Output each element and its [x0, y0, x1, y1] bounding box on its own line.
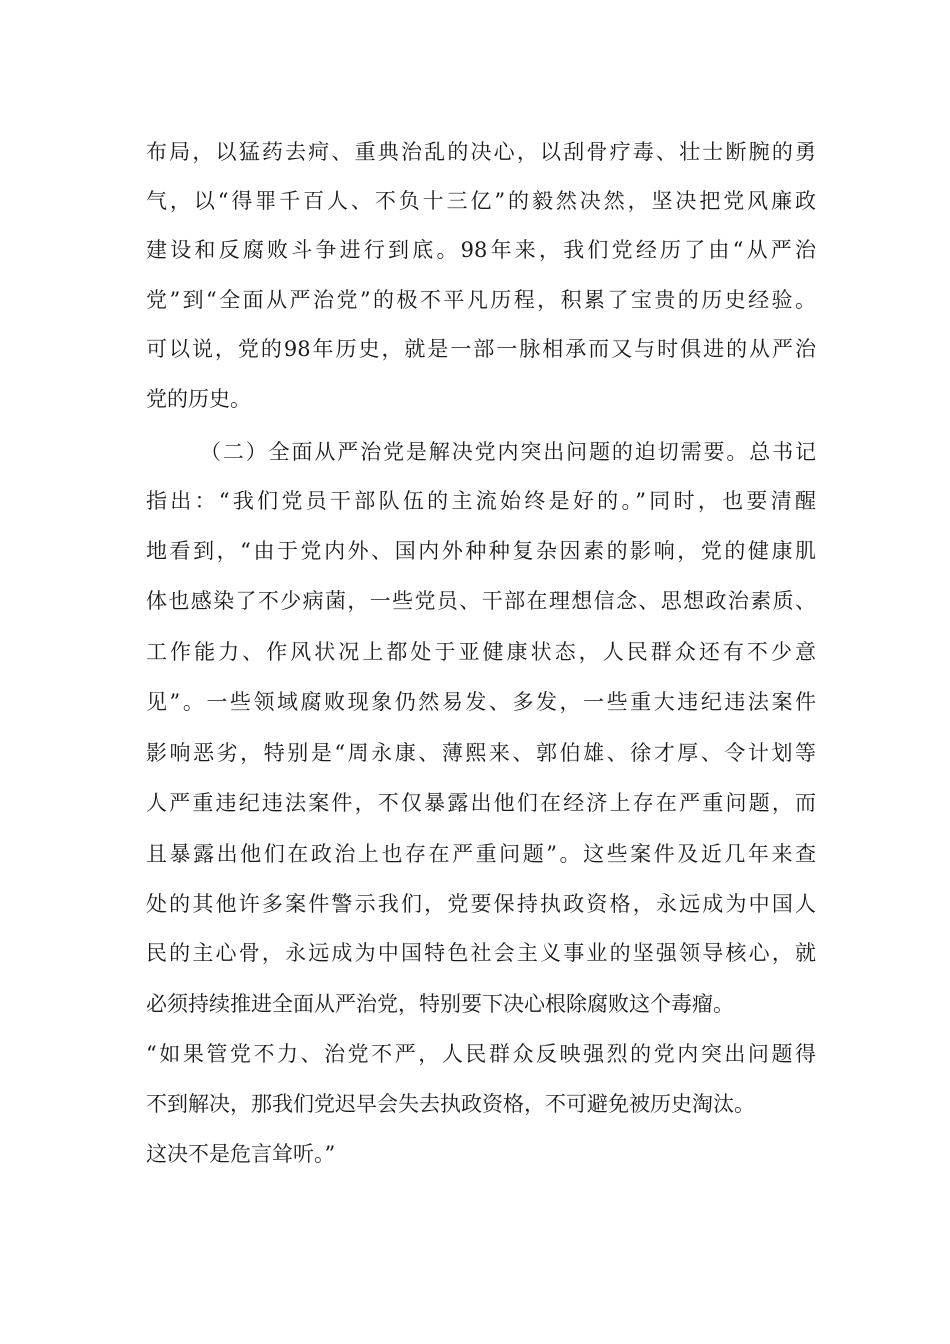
text-line-1: 布局，以猛药去疴、重典治乱的决心，以刮骨疗毒、壮士断腕的勇	[146, 140, 816, 164]
text-line-16: 处的其他许多案件警示我们，党要保持执政资格，永远成为中国人	[146, 892, 816, 916]
text-line-9: 地看到，“由于党内外、国内外种种复杂因素的影响，党的健康肌	[146, 539, 816, 563]
text-line-5: 可以说，党的98年历史，就是一部一脉相承而又与时俱进的从严治	[146, 337, 816, 361]
text-line-12: 见”。一些领域腐败现象仍然易发、多发，一些重大违纪违法案件	[146, 690, 816, 714]
text-line-18: 必须持续推进全面从严治党，特别要下决心根除腐败这个毒瘤。	[146, 992, 734, 1016]
text-line-19: “如果管党不力、治党不严，人民群众反映强烈的党内突出问题得	[146, 1042, 816, 1066]
text-line-4: 党”到“全面从严治党”的极不平凡历程，积累了宝贵的历史经验。	[146, 288, 816, 312]
text-line-6: 党的历史。	[146, 387, 251, 411]
text-line-20: 不到解决，那我们党迟早会失去执政资格，不可避免被历史淘汰。	[146, 1092, 755, 1116]
text-line-10: 体也感染了不少病菌，一些党员、干部在理想信念、思想政治素质、	[146, 589, 816, 613]
paragraph-heading-line: （二）全面从严治党是解决党内突出问题的迫切需要。总书记	[200, 440, 816, 464]
text-line-15: 且暴露出他们在政治上也存在严重问题”。这些案件及近几年来查	[146, 842, 816, 866]
text-line-13: 影响恶劣，特别是“周永康、薄熙来、郭伯雄、徐才厚、令计划等	[146, 741, 816, 765]
text-line-17: 民的主心骨，永远成为中国特色社会主义事业的坚强领导核心，就	[146, 941, 816, 965]
text-line-8: 指出：“我们党员干部队伍的主流始终是好的。”同时，也要清醒	[146, 489, 816, 513]
text-line-2: 气，以“得罪千百人、不负十三亿”的毅然决然，坚决把党风廉政	[146, 189, 816, 213]
text-line-11: 工作能力、作风状况上都处于亚健康状态，人民群众还有不少意	[146, 640, 816, 664]
text-line-14: 人严重违纪违法案件，不仅暴露出他们在经济上存在严重问题，而	[146, 791, 816, 815]
text-line-3: 建设和反腐败斗争进行到底。98年来，我们党经历了由“从严治	[146, 238, 816, 262]
text-line-21: 这决不是危言耸听。”	[146, 1142, 336, 1166]
